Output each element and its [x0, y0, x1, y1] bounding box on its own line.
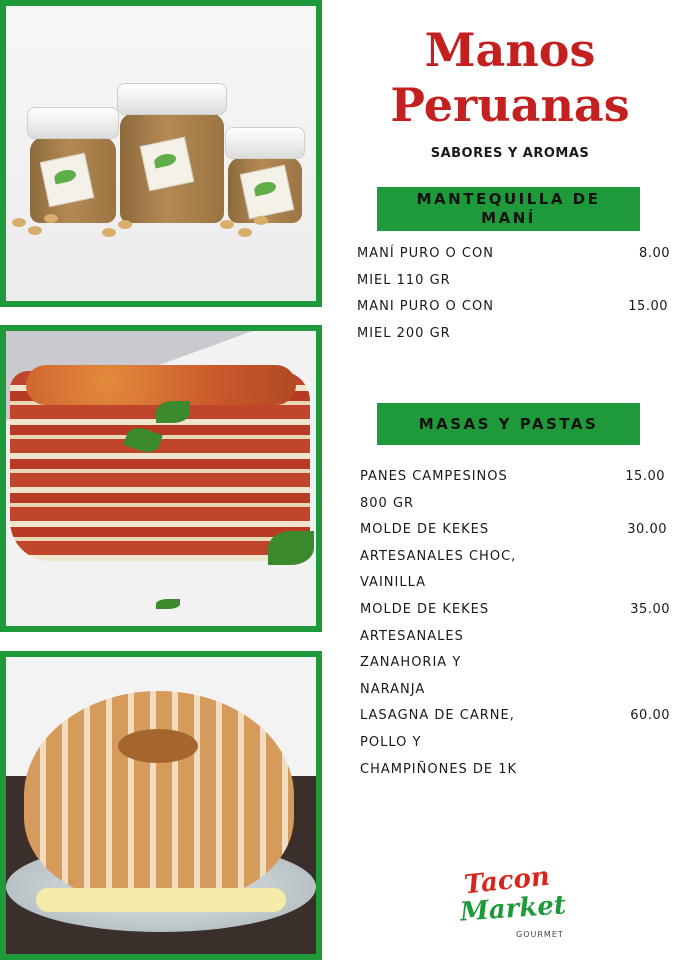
menu-item-price: 35.00	[630, 602, 670, 617]
menu-item-price: 15.00	[628, 299, 668, 314]
menu-item-line: LASAGNA DE CARNE,	[360, 708, 515, 723]
logo-subtext: GOURMET	[516, 930, 564, 939]
menu-item-price: 60.00	[630, 708, 670, 723]
section-title-line2: MANÍ	[481, 209, 536, 227]
menu-item-line: CHAMPIÑONES DE 1K	[360, 762, 518, 777]
menu-item-price: 8.00	[639, 246, 670, 261]
menu-item-line: MANÍ PURO O CON	[357, 246, 494, 261]
menu-item-line: NARANJA	[360, 682, 426, 697]
bundt-cake-photo	[0, 651, 322, 960]
section-header-masas: MASAS Y PASTAS	[377, 403, 640, 445]
menu-item-line: MOLDE DE KEKES	[360, 522, 490, 537]
mini-jar	[228, 157, 302, 223]
section-title-line1: MANTEQUILLA DE	[416, 190, 601, 208]
small-jar	[30, 137, 116, 223]
brand-subtitle: SABORES Y AROMAS	[430, 146, 590, 161]
menu-item-price: 30.00	[627, 522, 667, 537]
peanut-butter-photo	[0, 0, 322, 307]
logo-text-line1: Tacon	[462, 861, 552, 901]
lasagna-photo	[0, 325, 322, 632]
menu-item-line: MIEL 110 GR	[357, 273, 451, 288]
bundt-cake-image	[6, 657, 316, 954]
menu-item-line: POLLO Y	[360, 735, 422, 750]
lasagna-image	[6, 331, 316, 626]
menu-item-price: 15.00	[625, 469, 665, 484]
brand-title-line2: Peruanas	[390, 78, 630, 132]
tacon-market-logo	[458, 861, 578, 946]
menu-item-line: PANES CAMPESINOS	[360, 469, 508, 484]
menu-item-line: ZANAHORIA Y	[360, 655, 462, 670]
large-jar	[120, 113, 224, 223]
peanut-butter-jars-image	[6, 6, 316, 301]
menu-item-line: 800 GR	[360, 496, 415, 511]
menu-item-line: MIEL 200 GR	[357, 326, 451, 341]
logo-text-line2: Market	[459, 890, 567, 928]
brand-title-line1: Manos	[424, 23, 596, 77]
menu-item-line: ARTESANALES	[360, 629, 464, 644]
section-header-mantequilla	[377, 187, 640, 231]
menu-item-line: MOLDE DE KEKES	[360, 602, 490, 617]
menu-item-line: VAINILLA	[360, 575, 427, 590]
menu-item-line: MANI PURO O CON	[357, 299, 494, 314]
menu-item-line: ARTESANALES CHOC,	[360, 549, 517, 564]
